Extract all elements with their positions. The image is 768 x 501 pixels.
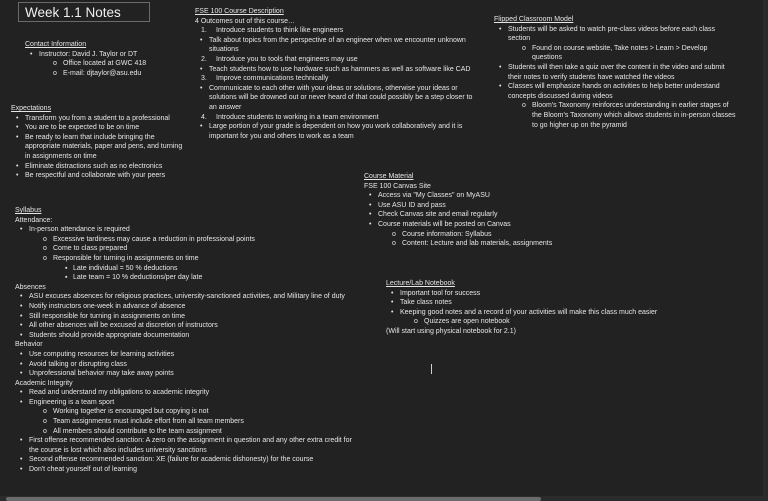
list-bullet: • [200, 84, 203, 92]
list-item [364, 239, 594, 249]
list-item-text: Instructor: David J. Taylor or DT [39, 50, 138, 58]
list-item-text: Large portion of your grade is dependent on how you work collaboratively and it is important for you and others to work as a team [209, 123, 463, 140]
list-item [15, 225, 355, 235]
list-item [15, 427, 355, 437]
list-item [386, 298, 716, 308]
list-item-text: Important tool for success [400, 289, 481, 297]
page-title: Week 1.1 Notes [25, 5, 121, 20]
list-bullet: • [16, 162, 19, 170]
list-item-text: Course materials will be posted on Canvas [378, 220, 511, 228]
list-item [15, 455, 355, 465]
list-bullet: 4. [201, 113, 207, 121]
list-bullet: ▪ [65, 274, 68, 282]
list-item [364, 191, 594, 201]
fse-container[interactable] [195, 7, 475, 141]
list-bullet: • [16, 124, 19, 132]
list-bullet: • [16, 172, 19, 180]
list-item [15, 379, 355, 389]
list-bullet: • [20, 437, 23, 445]
list-item [15, 312, 355, 322]
list-item [195, 55, 475, 65]
list-bullet: • [20, 360, 23, 368]
notebook-heading: Lecture/Lab Notebook [386, 280, 455, 287]
list-bullet: • [369, 192, 372, 200]
expectations-container[interactable] [11, 104, 183, 181]
list-bullet: • [20, 370, 23, 378]
list-bullet: • [20, 331, 23, 339]
list-bullet: o [53, 60, 57, 68]
list-item-text: Talk about topics from the perspective of an engineer when we encounter unknown situations [209, 36, 466, 54]
list-item-text: Bloom's Taxonomy reinforces understanding in earlier stages of the Bloom's Taxonomy which allows students in in-person classes to go higher up on the pyramid [532, 102, 736, 129]
list-bullet: o [43, 427, 47, 435]
list-item-text: Introduce students to working in a team environment [216, 113, 379, 121]
flipped-heading: Flipped Classroom Model [494, 16, 574, 23]
list-item-text: Check Canvas site and email regularly [378, 211, 498, 219]
list-item-text: Excessive tardiness may cause a reduction in professional points [53, 235, 255, 243]
list-item-text: Students will be asked to watch pre-class videos before each class section [508, 25, 715, 43]
list-bullet: • [20, 322, 23, 330]
list-item [15, 235, 355, 245]
list-item-text: Introduce you to tools that engineers may use [216, 55, 358, 63]
list-bullet: o [43, 245, 47, 253]
list-item-text: Behavior [15, 341, 43, 349]
list-bullet: • [20, 312, 23, 320]
list-item-text: Still responsible for turning in assignments on time [29, 312, 186, 320]
notebook-list [386, 289, 716, 337]
list-item-text: Students should provide appropriate documentation [29, 331, 190, 339]
list-item [15, 254, 355, 264]
list-item [195, 26, 475, 36]
list-item [195, 84, 475, 113]
list-bullet: • [369, 201, 372, 209]
list-item-text: Come to class prepared [53, 245, 128, 253]
list-bullet: • [200, 123, 203, 131]
list-item [15, 283, 355, 293]
list-bullet: • [200, 65, 203, 73]
list-item-text: ASU excuses absences for religious practices, university-sanctioned activities, and Military line of duty [29, 293, 345, 301]
list-item [364, 230, 594, 240]
list-bullet: o [43, 235, 47, 243]
list-item [15, 302, 355, 312]
list-item-text: Classes will emphasize hands on activities to help better understand concepts discussed during videos [508, 83, 720, 100]
list-bullet: • [20, 226, 23, 234]
contact-list [25, 50, 195, 79]
list-item-text: Avoid talking or disrupting class [29, 360, 127, 368]
list-bullet: 2. [201, 55, 207, 63]
syllabus-list [15, 216, 355, 475]
expectations-heading: Expectations [11, 105, 52, 112]
vertical-scrollbar[interactable] [763, 0, 768, 501]
list-bullet: • [20, 350, 23, 358]
list-bullet: 3. [201, 75, 207, 83]
list-item [195, 122, 475, 141]
list-bullet: o [53, 69, 57, 77]
list-item [11, 171, 183, 181]
list-item [494, 63, 739, 82]
list-item-text: Found on course website, Take notes > Learn > Develop questions [532, 44, 708, 62]
list-item [386, 308, 716, 318]
list-item-text: Attendance: [15, 216, 53, 224]
list-item [494, 82, 739, 101]
list-item [15, 244, 355, 254]
list-item-text: Office located at GWC 418 [63, 60, 147, 68]
list-bullet: • [499, 25, 502, 33]
list-item [15, 216, 355, 226]
list-item-text: Engineering is a team sport [29, 398, 115, 406]
list-item-text: Be respectful and collaborate with your peers [25, 172, 166, 180]
list-item-text: E-mail: djtaylor@asu.edu [63, 69, 142, 77]
list-item [25, 50, 195, 60]
list-item-text: Late team = 10 % deductions/per day late [73, 274, 203, 282]
list-bullet: o [43, 254, 47, 262]
list-item-text: Absences [15, 283, 46, 291]
course-material-list [364, 191, 594, 249]
list-bullet: • [391, 289, 394, 297]
list-bullet: o [522, 102, 526, 110]
list-item [11, 162, 183, 172]
contact-heading: Contact Information [25, 41, 87, 48]
flipped-list [494, 25, 739, 131]
course-material-container[interactable] [364, 172, 594, 249]
list-item-text: Take class notes [400, 299, 452, 307]
list-item [15, 398, 355, 408]
list-item [15, 417, 355, 427]
list-item-text: Responsible for turning in assignments on time [53, 254, 199, 262]
list-item-text: Access via "My Classes" on MyASU [378, 192, 490, 200]
list-item [15, 350, 355, 360]
list-item-text: Second offense recommended sanction: XE (failure for academic dishonesty) for the course [29, 456, 314, 464]
list-item-text: Course information: Syllabus [402, 230, 492, 238]
list-item-text: Introduce students to think like engineers [216, 27, 344, 35]
list-item-text: Notify instructors one-week in advance of absence [29, 302, 186, 310]
list-bullet: o [43, 408, 47, 416]
list-bullet: • [20, 389, 23, 397]
list-item-text: Don't cheat yourself out of learning [29, 466, 137, 474]
list-item-text: Keeping good notes and a record of your activities will make this class much easier [400, 308, 658, 316]
list-item-text: All other absences will be excused at discretion of instructors [29, 322, 218, 330]
list-item [25, 59, 195, 69]
list-item-text: Academic Integrity [15, 379, 73, 387]
list-item-text: Team assignments must include effort from all team members [53, 418, 244, 426]
list-item [364, 210, 594, 220]
list-item [494, 44, 739, 63]
list-item-text: Improve communications technically [216, 75, 329, 83]
list-bullet: • [20, 293, 23, 301]
list-item-text: First offense recommended sanction: A zero on the assignment in question and any other extra credit for the course is lost which also includes university sanctions [29, 437, 352, 454]
list-item-text: Teach students how to use hardware such as hammers as well as software like CAD [209, 65, 471, 73]
list-bullet: o [414, 318, 418, 326]
list-item [11, 123, 183, 133]
expectations-list [11, 114, 183, 181]
list-bullet: 1. [201, 27, 207, 35]
list-bullet: • [20, 398, 23, 406]
list-bullet: • [20, 466, 23, 474]
list-bullet: • [20, 456, 23, 464]
list-bullet: • [16, 114, 19, 122]
list-item [195, 113, 475, 123]
list-item [15, 264, 355, 274]
flipped-container[interactable] [494, 15, 739, 130]
list-item-text: Eliminate distractions such as no electronics [25, 162, 163, 170]
list-item [364, 220, 594, 230]
list-bullet: o [392, 230, 396, 238]
fse-list [195, 26, 475, 141]
list-bullet: • [16, 133, 19, 141]
list-bullet: • [369, 211, 372, 219]
list-item [15, 360, 355, 370]
notebook-container[interactable] [386, 279, 716, 337]
list-item-text: Transform you from a student to a professional [25, 114, 170, 122]
syllabus-container[interactable] [15, 206, 355, 475]
list-item [15, 436, 355, 455]
list-bullet: • [391, 308, 394, 316]
fse-subtitle: 4 Outcomes out of this course… [195, 17, 295, 25]
list-item-text: Read and understand my obligations to academic integrity [29, 389, 210, 397]
list-item-text: Students will then take a quiz over the content in the video and submit their notes to verify students have watched the videos [508, 63, 725, 81]
list-item [15, 465, 355, 475]
list-item-text: Use ASU ID and pass [378, 201, 446, 209]
list-item [15, 369, 355, 379]
list-item [15, 292, 355, 302]
list-item-text: (Will start using physical notebook for 2.1) [386, 327, 516, 335]
list-bullet: • [391, 299, 394, 307]
list-item-text: Communicate to each other with your ideas or solutions, otherwise your ideas or solutions will be drowned out or never heard of that could possibly be a step closer to an answer [209, 84, 473, 111]
list-item-text: Content: Lecture and lab materials, assignments [402, 240, 553, 248]
list-item [15, 407, 355, 417]
list-item-text: Be ready to learn that include bringing the appropriate materials, paper and pens, and turning in assignments on time [25, 133, 183, 160]
horizontal-scrollbar-thumb[interactable] [6, 497, 541, 501]
list-item [494, 25, 739, 44]
list-bullet: o [522, 44, 526, 52]
list-item [11, 133, 183, 162]
list-bullet: • [499, 63, 502, 71]
list-bullet: • [20, 302, 23, 310]
list-item [15, 321, 355, 331]
list-item [195, 65, 475, 75]
list-item [25, 69, 195, 79]
list-item [195, 74, 475, 84]
fse-heading: FSE 100 Course Description [195, 8, 284, 15]
course-material-subtitle: FSE 100 Canvas Site [364, 182, 431, 190]
list-item [386, 327, 716, 337]
list-bullet: • [200, 36, 203, 44]
list-item [494, 101, 739, 130]
course-material-heading: Course Material [364, 173, 414, 180]
list-bullet: • [30, 50, 33, 58]
list-item-text: Working together is encouraged but copying is not [53, 408, 209, 416]
contact-container[interactable] [25, 40, 195, 78]
list-bullet: • [499, 83, 502, 91]
list-bullet: • [369, 220, 372, 228]
list-item [15, 331, 355, 341]
list-bullet: ▪ [65, 264, 68, 272]
list-item [386, 317, 716, 327]
list-item [195, 36, 475, 55]
list-item-text: Late individual = 50 % deductions [73, 264, 178, 272]
list-item [15, 273, 355, 283]
list-item-text: You are to be expected to be on time [25, 124, 140, 132]
list-item [11, 114, 183, 124]
list-item [364, 201, 594, 211]
list-item [15, 388, 355, 398]
list-item-text: Use computing resources for learning activities [29, 350, 175, 358]
list-item-text: Unprofessional behavior may take away points [29, 370, 174, 378]
list-bullet: o [43, 418, 47, 426]
list-item [386, 289, 716, 299]
list-item-text: Quizzes are open notebook [424, 318, 510, 326]
list-item-text: All members should contribute to the team assignment [53, 427, 222, 435]
list-item [15, 340, 355, 350]
list-item-text: In-person attendance is required [29, 226, 130, 234]
text-cursor [431, 364, 432, 374]
syllabus-heading: Syllabus [15, 207, 42, 214]
page-title-container[interactable] [18, 2, 150, 22]
list-bullet: o [392, 240, 396, 248]
